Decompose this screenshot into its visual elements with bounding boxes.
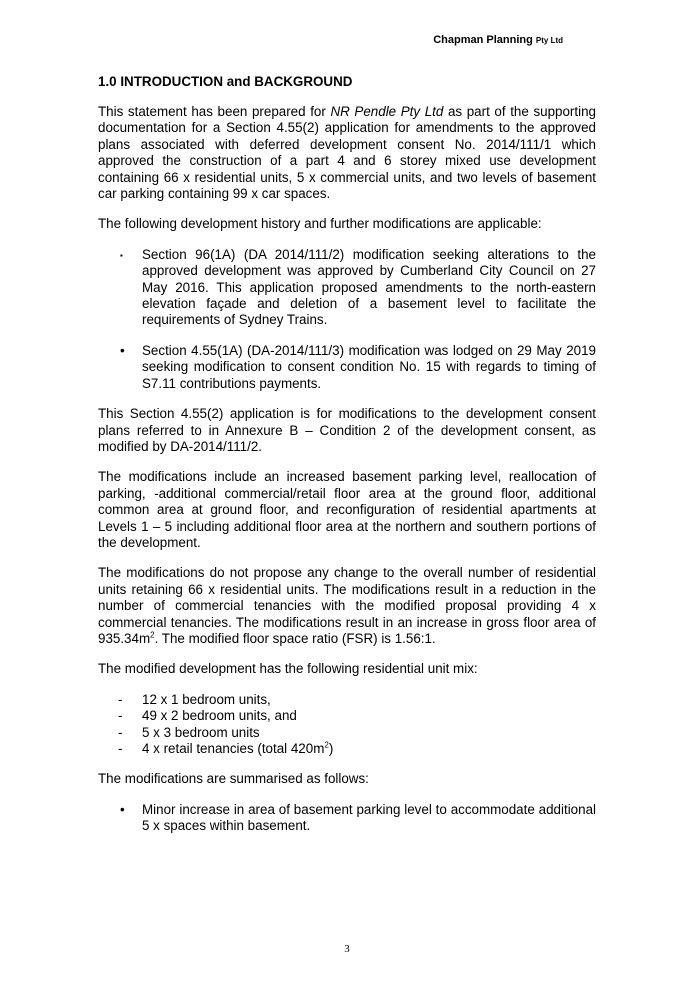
intro-text-b: as part of the supporting documentation for a Section 4.55(2) application for amendments to the approved plans associated with deferred development consent No. 2014/111/1 which approved the construction of a part 4 and 6 storey mixed use development containing 66 x residential units, 5 x commercial units, and two levels of basement car parking containing 99 x car spaces.	[98, 104, 596, 202]
list-item	[98, 708, 596, 724]
units-text-b: . The modified floor space ratio (FSR) is 1.56:1.	[154, 630, 436, 646]
summary-intro: The modifications are summarised as follows:	[98, 771, 369, 787]
round-bullet-icon: •	[120, 342, 125, 358]
mix-item-text: 5 x 3 bedroom units	[142, 724, 260, 740]
round-bullet-icon: •	[120, 801, 125, 817]
list-item	[98, 725, 596, 741]
list-item	[98, 802, 596, 835]
header-company: Chapman Planning	[433, 34, 533, 46]
modifications-paragraph: The modifications include an increased basement parking level, reallocation of parking, ‑additional commercial/retail floor area at the ground floor, additional common area at ground floor, and reconfiguration of residential apartments at Levels 1 – 5 including additional floor area at the northern and southern portions of the development.	[98, 469, 596, 550]
mix-item-text-end: )	[328, 741, 334, 756]
history-intro: The following development history and further modifications are applicable:	[98, 216, 542, 232]
mix-item-text: 49 x 2 bedroom units, and	[142, 708, 297, 724]
mix-item-text: 4 x retail tenancies (total 420m	[142, 741, 325, 756]
superscript: 2	[324, 740, 329, 750]
client-name: NR Pendle Pty Ltd	[330, 104, 444, 119]
page-number: 3	[344, 943, 350, 955]
dash-bullet-icon: -	[118, 691, 123, 707]
section-heading: 1.0 INTRODUCTION and BACKGROUND	[98, 74, 353, 89]
mix-intro: The modified development has the following residential unit mix:	[98, 661, 478, 677]
intro-text-a: This statement has been prepared for	[98, 104, 331, 119]
list-item	[98, 741, 596, 757]
list-item	[98, 343, 596, 392]
list-item	[98, 692, 596, 708]
units-paragraph	[98, 565, 596, 647]
application-paragraph: This Section 4.55(2) application is for modifications to the development consent plans referred to in Annexure B – Condition 2 of the development consent, as modified by DA-2014/111/2.	[98, 406, 596, 454]
square-bullet-icon: ▪	[120, 250, 123, 260]
header-suffix: Pty Ltd	[535, 36, 563, 45]
document-body	[98, 74, 596, 849]
unit-mix-list	[98, 692, 596, 758]
mix-item-text: 12 x 1 bedroom units,	[142, 691, 271, 707]
dash-bullet-icon: -	[118, 741, 123, 756]
history-item-text: Section 96(1A) (DA 2014/111/2) modification seeking alterations to the approved development was approved by Cumberland City Council on 27 May 2016. This application proposed amendments to the north-eastern elevation façade and deletion of a basement level to facilitate the requirements of Sydney Trains.	[142, 246, 596, 328]
summary-item-text: Minor increase in area of basement parking level to accommodate additional 5 x spaces within basement.	[142, 801, 596, 834]
superscript: 2	[150, 630, 155, 640]
page-header	[433, 34, 563, 46]
history-list	[98, 247, 596, 392]
summary-list	[98, 802, 596, 835]
history-item-text: Section 4.55(1A) (DA-2014/111/3) modification was lodged on 29 May 2019 seeking modification to consent condition No. 15 with regards to timing of S7.11 contributions payments.	[142, 342, 596, 391]
list-item	[98, 247, 596, 329]
intro-paragraph	[98, 104, 596, 202]
units-text-a: The modifications do not propose any change to the overall number of residential units retaining 66 x residential units. The modifications result in a reduction in the number of commercial tenancies with the modified proposal providing 4 x commercial tenancies. The modifications result in an increase in gross floor area of 935.34m	[98, 565, 596, 646]
dash-bullet-icon: -	[118, 708, 123, 724]
dash-bullet-icon: -	[118, 724, 123, 740]
